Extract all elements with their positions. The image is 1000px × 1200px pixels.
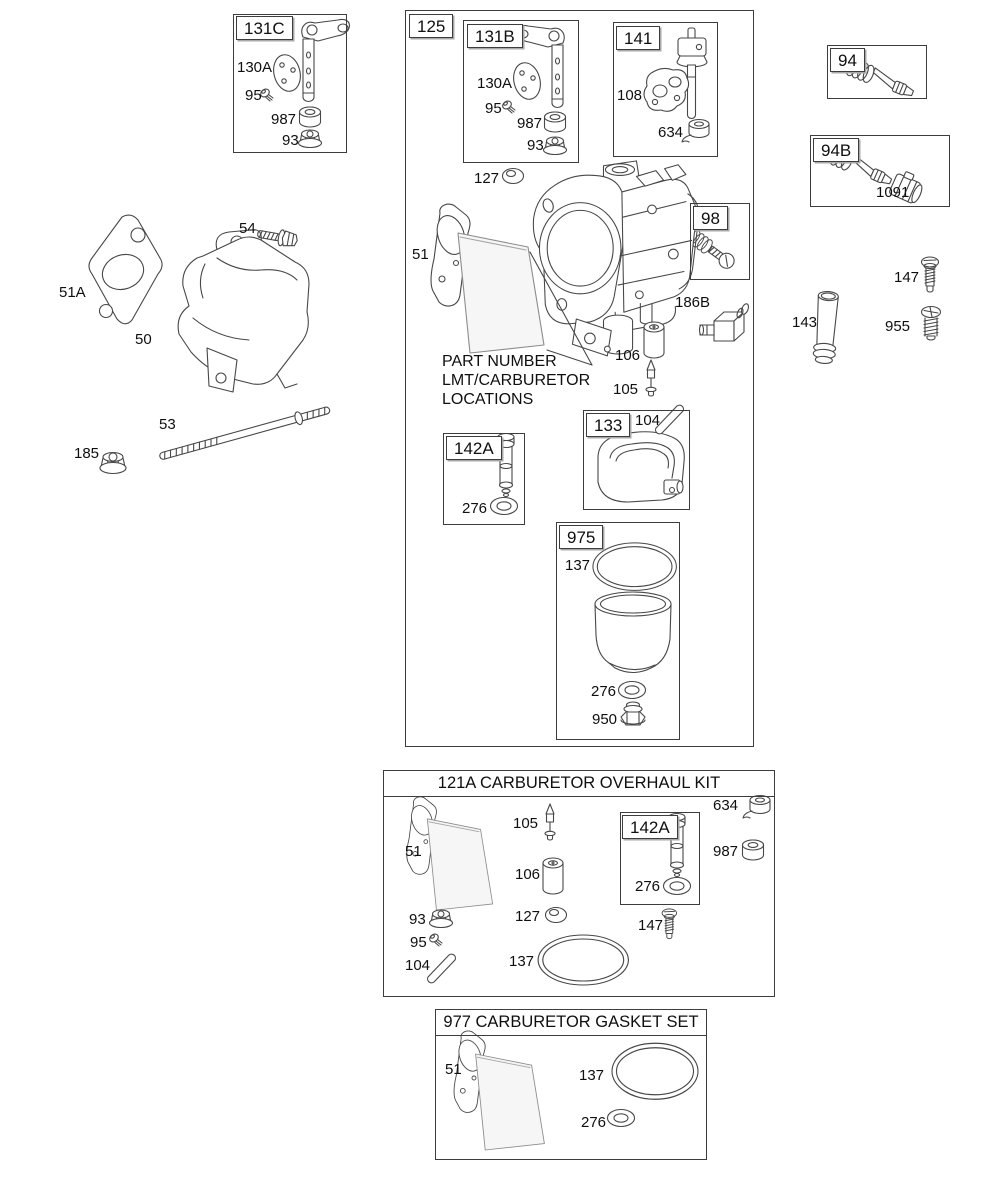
part-label-987: 987 <box>713 843 739 860</box>
part-label-93: 93 <box>409 911 426 928</box>
part-label-108: 108 <box>617 87 643 104</box>
part-label-105: 105 <box>613 381 639 398</box>
part-label-50: 50 <box>135 331 152 348</box>
part-label-147: 147 <box>894 269 920 286</box>
group-tag-133: 133 <box>586 413 630 437</box>
part-label-93: 93 <box>282 132 299 149</box>
intake-gasket-icon <box>89 215 162 324</box>
intake-manifold-icon <box>178 230 309 392</box>
part-label-104: 104 <box>635 412 661 429</box>
screw-icon <box>922 257 939 292</box>
part-label-130a: 130A <box>237 59 273 76</box>
group-tag-94b: 94B <box>813 138 859 162</box>
part-label-1091: 1091 <box>876 184 910 201</box>
part-label-276: 276 <box>462 500 488 517</box>
part-label-185: 185 <box>74 445 100 462</box>
part-label-276: 276 <box>591 683 617 700</box>
part-label-54: 54 <box>239 220 256 237</box>
part-label-276: 276 <box>581 1114 607 1131</box>
group-tag-142a: 142A <box>446 436 502 460</box>
part-label-987: 987 <box>271 111 297 128</box>
part-label-95: 95 <box>245 87 262 104</box>
part-label-106: 106 <box>515 866 541 883</box>
screw-icon <box>922 307 941 341</box>
group-tag-94: 94 <box>830 48 865 72</box>
group-tag-142a-kit: 142A <box>622 815 678 839</box>
group-tag-975: 975 <box>559 525 603 549</box>
box-975 <box>556 522 680 740</box>
part-label-130a: 130A <box>477 75 513 92</box>
part-label-53: 53 <box>159 416 176 433</box>
part-label-276: 276 <box>635 878 661 895</box>
part-label-127: 127 <box>474 170 500 187</box>
group-tag-141: 141 <box>616 26 660 50</box>
group-tag-131b: 131B <box>467 24 523 48</box>
group-tag-125: 125 <box>409 14 453 38</box>
flange-nut-icon <box>100 453 126 474</box>
part-label-950: 950 <box>592 711 618 728</box>
gasket-set-box <box>435 1009 707 1160</box>
part-label-634: 634 <box>713 797 739 814</box>
part-label-51: 51 <box>412 246 429 263</box>
part-label-95: 95 <box>410 934 427 951</box>
part-label-104: 104 <box>405 957 431 974</box>
part-label-95: 95 <box>485 100 502 117</box>
group-tag-131c: 131C <box>236 16 293 40</box>
part-label-143: 143 <box>792 314 818 331</box>
part-label-137: 137 <box>565 557 591 574</box>
part-label-93: 93 <box>527 137 544 154</box>
part-label-105: 105 <box>513 815 539 832</box>
part-label-634: 634 <box>658 124 684 141</box>
part-label-51: 51 <box>405 843 422 860</box>
part-label-186b: 186B <box>675 294 711 311</box>
overhaul-kit-title: 121A CARBURETOR OVERHAUL KIT <box>384 771 774 797</box>
part-label-51: 51 <box>445 1061 462 1078</box>
note-line-3: LOCATIONS <box>442 391 534 408</box>
note-line-2: LMT/CARBURETOR <box>442 372 591 389</box>
gasket-set-title: 977 CARBURETOR GASKET SET <box>436 1010 706 1036</box>
part-label-987: 987 <box>517 115 543 132</box>
part-label-137: 137 <box>509 953 535 970</box>
part-label-106: 106 <box>615 347 641 364</box>
group-tag-98: 98 <box>693 206 728 230</box>
note-line-1: PART NUMBER <box>442 353 557 370</box>
stud-icon <box>158 403 331 463</box>
part-label-137: 137 <box>579 1067 605 1084</box>
part-label-955: 955 <box>885 318 911 335</box>
part-label-51a: 51A <box>59 284 86 301</box>
part-label-147: 147 <box>638 917 664 934</box>
part-label-127: 127 <box>515 908 541 925</box>
